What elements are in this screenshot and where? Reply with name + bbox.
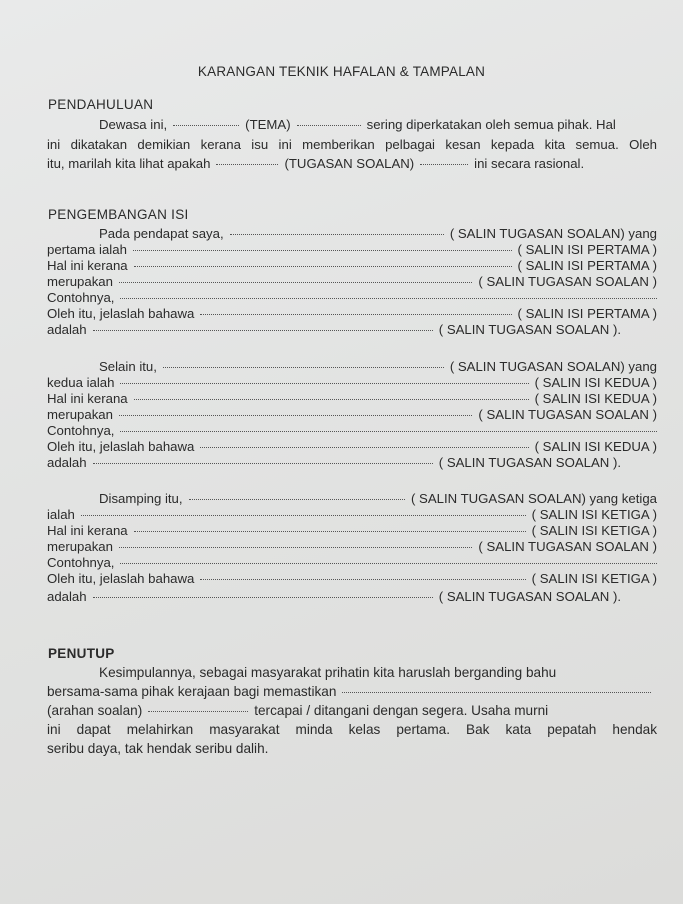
- blank: [216, 164, 278, 165]
- penutup-line-5: seribu daya, tak hendak seribu dalih.: [47, 741, 269, 756]
- isi-2-row: adalah ( SALIN TUGASAN SOALAN ).: [47, 455, 621, 470]
- penutup-line-1: Kesimpulannya, sebagai masyarakat prihatin kita haruslah berganding bahu: [99, 665, 557, 680]
- isi-3-row: ialah ( SALIN ISI KETIGA ): [47, 507, 657, 522]
- isi-3-row: adalah ( SALIN TUGASAN SOALAN ).: [47, 589, 621, 604]
- isi-3-row: merupakan ( SALIN TUGASAN SOALAN ): [47, 539, 657, 554]
- isi-2-row: Oleh itu, jelaslah bahawa ( SALIN ISI KEDUA ): [47, 439, 657, 454]
- penutup-line-2: bersama-sama pihak kerajaan bagi memastikan: [47, 684, 657, 700]
- pendahuluan-line-3: itu, marilah kita lihat apakah (TUGASAN SOALAN) ini secara rasional.: [47, 156, 585, 171]
- isi-1-row: pertama ialah ( SALIN ISI PERTAMA ): [47, 242, 657, 257]
- isi-2-opening: Selain itu, ( SALIN TUGASAN SOALAN) yang: [99, 359, 657, 374]
- blank: [342, 692, 651, 693]
- blank: [189, 499, 405, 500]
- isi-3-row: Oleh itu, jelaslah bahawa ( SALIN ISI KETIGA ): [47, 571, 657, 586]
- isi-3-row: Hal ini kerana ( SALIN ISI KETIGA ): [47, 523, 657, 538]
- isi-1-row: adalah ( SALIN TUGASAN SOALAN ).: [47, 322, 621, 337]
- isi-3-opening: Disamping itu, ( SALIN TUGASAN SOALAN) yang ketiga: [99, 491, 657, 506]
- heading-penutup: PENUTUP: [48, 646, 115, 661]
- blank: [173, 125, 239, 126]
- document-title: KARANGAN TEKNIK HAFALAN & TAMPALAN: [197, 64, 486, 79]
- isi-3-row: Contohnya,: [47, 555, 657, 571]
- heading-pengembangan-isi: PENGEMBANGAN ISI: [48, 207, 189, 222]
- penutup-line-3: (arahan soalan) tercapai / ditangani dengan segera. Usaha murni: [47, 703, 549, 718]
- pendahuluan-line-2: ini dikatakan demikian kerana isu ini memberikan pelbagai kesan kepada kita semua. Oleh: [47, 137, 657, 152]
- isi-2-row: Hal ini kerana ( SALIN ISI KEDUA ): [47, 391, 657, 406]
- blank: [163, 367, 444, 368]
- blank: [297, 125, 361, 126]
- blank: [420, 164, 468, 165]
- blank: [148, 711, 248, 712]
- isi-2-row: merupakan ( SALIN TUGASAN SOALAN ): [47, 407, 657, 422]
- heading-pendahuluan: PENDAHULUAN: [48, 97, 154, 112]
- isi-1-opening: Pada pendapat saya, ( SALIN TUGASAN SOALAN) yang: [99, 226, 657, 241]
- isi-1-row: Hal ini kerana ( SALIN ISI PERTAMA ): [47, 258, 657, 273]
- isi-2-row: Contohnya,: [47, 423, 657, 439]
- isi-2-row: kedua ialah ( SALIN ISI KEDUA ): [47, 375, 657, 390]
- pendahuluan-line-1: Dewasa ini, (TEMA) sering diperkatakan oleh semua pihak. Hal: [99, 117, 616, 132]
- isi-1-row: Oleh itu, jelaslah bahawa ( SALIN ISI PERTAMA ): [47, 306, 657, 321]
- isi-1-row: Contohnya,: [47, 290, 657, 306]
- penutup-line-4: ini dapat melahirkan masyarakat minda kelas pertama. Bak kata pepatah hendak: [47, 722, 657, 737]
- blank: [230, 234, 444, 235]
- isi-1-row: merupakan ( SALIN TUGASAN SOALAN ): [47, 274, 657, 289]
